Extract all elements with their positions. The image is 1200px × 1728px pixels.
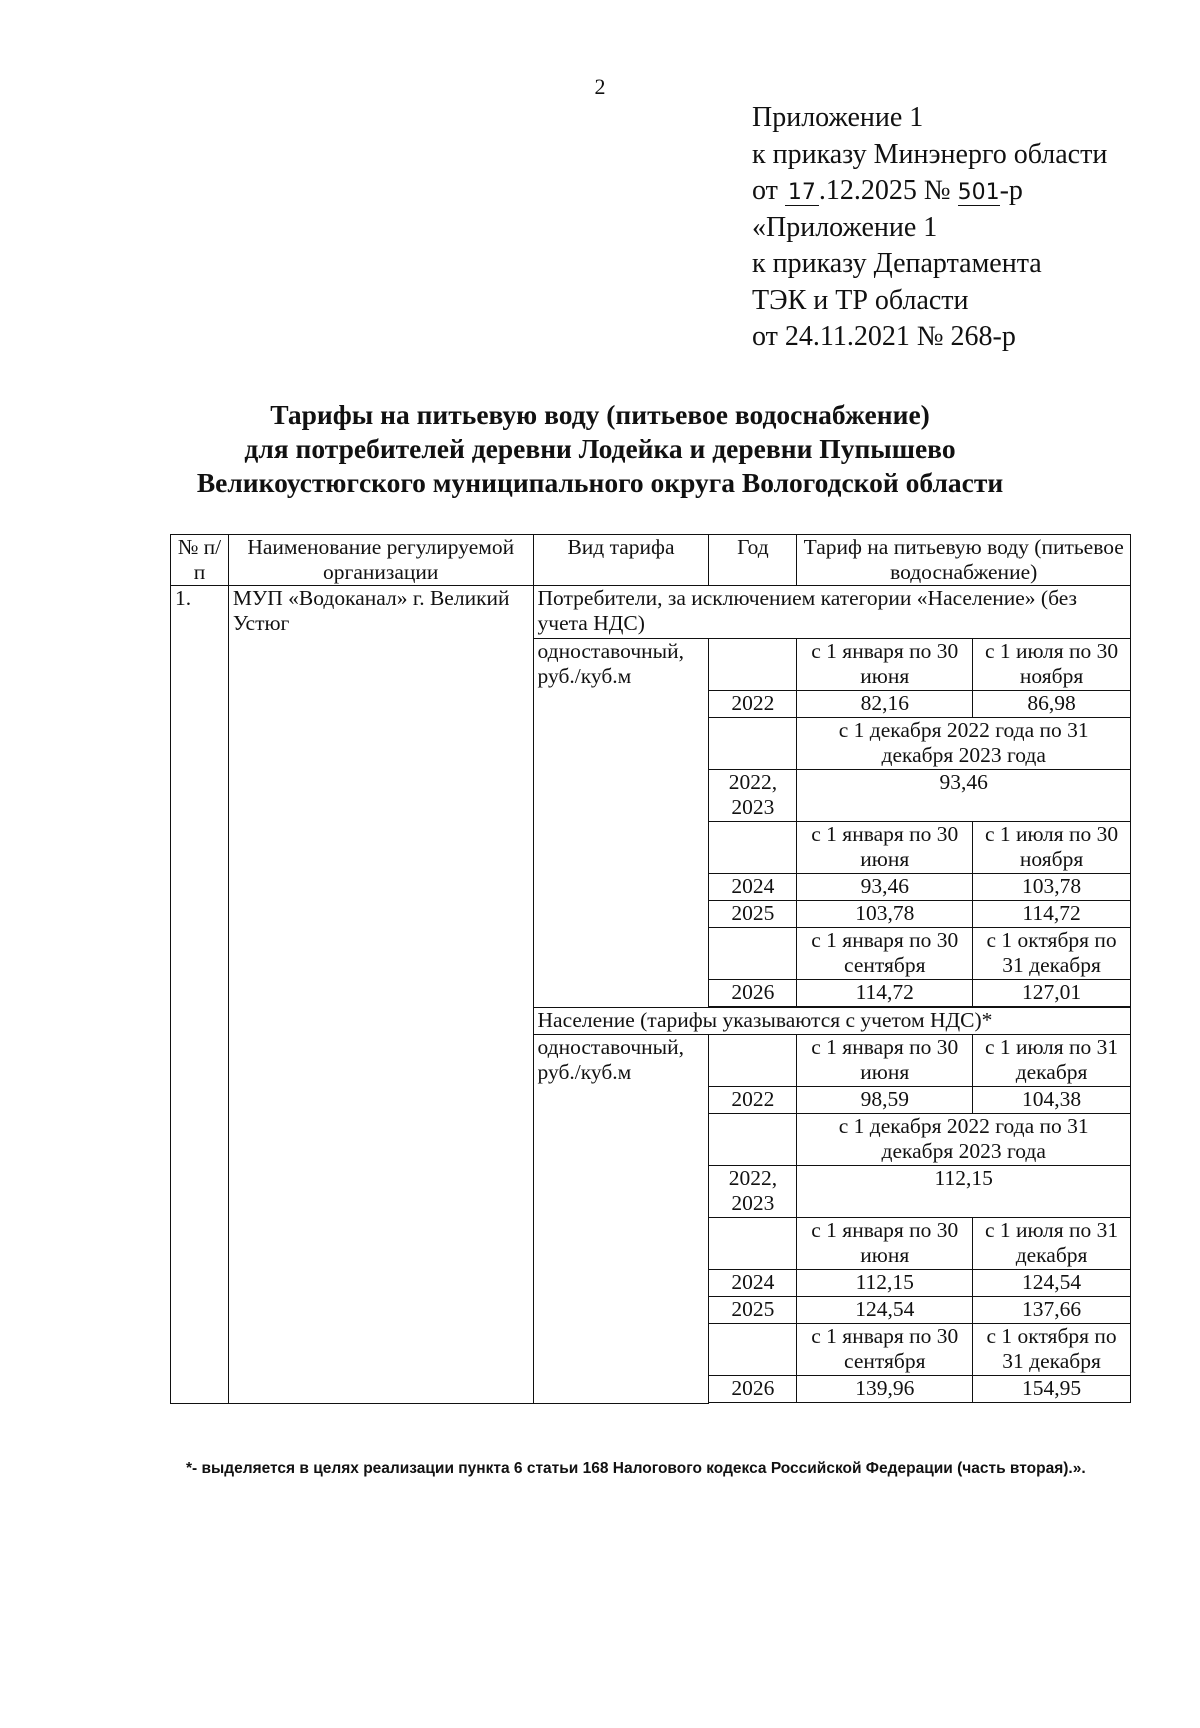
year-cell: 2025 [709, 901, 797, 928]
page-number: 2 [594, 74, 606, 99]
appendix-line: «Приложение 1 [752, 211, 938, 243]
title-line: Великоустюгского муниципального округа Вологодской области [196, 467, 1004, 498]
year-cell: 2026 [709, 1376, 797, 1403]
appendix-line: ТЭК и ТР области [752, 284, 969, 316]
appendix-line: от 24.11.2021 № 268-р [752, 321, 1016, 352]
year-cell: 2024 [709, 1270, 797, 1297]
title-line: для потребителей деревни Лодейка и деревни Пупышево [244, 433, 956, 464]
period-label: с 1 июля по 31 декабря [973, 1035, 1131, 1087]
tariff-value: 98,59 [797, 1087, 973, 1114]
year-cell: 2026 [709, 980, 797, 1007]
year-cell-empty [709, 822, 797, 874]
period-label: с 1 января по 30 июня [797, 1035, 973, 1087]
document-title [0, 398, 1200, 500]
appendix-line: Приложение 1 [752, 102, 924, 133]
period-label: с 1 января по 30 июня [797, 1218, 973, 1270]
tariff-table [170, 534, 1131, 1404]
spacer-cell [709, 1403, 1131, 1404]
tariff-value: 154,95 [973, 1376, 1131, 1403]
appendix-text: -р [999, 175, 1023, 206]
tariff-value: 124,54 [797, 1297, 973, 1324]
period-label: с 1 июля по 30 ноября [973, 639, 1131, 691]
year-cell-empty [709, 928, 797, 980]
tariff-value: 137,66 [973, 1297, 1131, 1324]
tariff-value: 112,15 [797, 1270, 973, 1297]
appendix-order-line [752, 173, 1107, 210]
header-year: Год [709, 535, 797, 586]
tariff-value: 93,46 [797, 874, 973, 901]
year-cell: 2022 [709, 1087, 797, 1114]
year-cell-empty [709, 1035, 797, 1087]
tariff-value: 103,78 [973, 874, 1131, 901]
year-cell: 2022, 2023 [709, 770, 797, 822]
period-label: с 1 января по 30 июня [797, 639, 973, 691]
year-cell: 2025 [709, 1297, 797, 1324]
tariff-value: 93,46 [797, 770, 1131, 822]
appendix-text: от [752, 175, 785, 206]
appendix-text: .12.2025 № [818, 175, 958, 206]
year-cell: 2022, 2023 [709, 1166, 797, 1218]
year-cell-empty [709, 1324, 797, 1376]
tariff-value: 114,72 [973, 901, 1131, 928]
year-cell-empty [709, 718, 797, 770]
tariff-type: одноставочный, руб./куб.м [533, 639, 709, 1008]
period-label: с 1 октября по 31 декабря [973, 928, 1131, 980]
year-cell: 2024 [709, 874, 797, 901]
header-number: № п/п [171, 535, 229, 586]
section-title-row [171, 586, 1131, 639]
year-cell-empty [709, 639, 797, 691]
tariff-value: 112,15 [797, 1166, 1131, 1218]
year-cell-empty [709, 1114, 797, 1166]
organization-name: МУП «Водоканал» г. Великий Устюг [228, 586, 533, 1404]
handwritten-number: 501 [957, 180, 1000, 205]
tariff-value: 127,01 [973, 980, 1131, 1007]
period-label: с 1 декабря 2022 года по 31 декабря 2023 года [797, 718, 1131, 770]
footnote: *- выделяется в целях реализации пункта 6 статьи 168 Налогового кодекса Российской Федерации (часть вторая).». [186, 1460, 1086, 1477]
period-label: с 1 января по 30 сентября [797, 928, 973, 980]
table-header-row [171, 535, 1131, 586]
period-label: с 1 октября по 31 декабря [973, 1324, 1131, 1376]
tariff-value: 82,16 [797, 691, 973, 718]
period-label: с 1 января по 30 сентября [797, 1324, 973, 1376]
appendix-line: к приказу Департамента [752, 248, 1042, 279]
tariff-value: 139,96 [797, 1376, 973, 1403]
title-line: Тарифы на питьевую воду (питьевое водоснабжение) [270, 399, 930, 430]
tariff-value: 86,98 [973, 691, 1131, 718]
row-number: 1. [171, 586, 229, 1404]
period-label: с 1 июля по 30 ноября [973, 822, 1131, 874]
tariff-value: 103,78 [797, 901, 973, 928]
appendix-line: к приказу Минэнерго области [752, 138, 1108, 170]
period-label: с 1 декабря 2022 года по 31 декабря 2023 года [797, 1114, 1131, 1166]
period-label: с 1 января по 30 июня [797, 822, 973, 874]
header-tariff-type: Вид тарифа [533, 535, 709, 586]
tariff-value: 104,38 [973, 1087, 1131, 1114]
section-title: Потребители, за исключением категории «Население» (без учета НДС) [533, 586, 1130, 639]
tariff-value: 124,54 [973, 1270, 1131, 1297]
handwritten-day: 17 [785, 181, 819, 206]
appendix-block [752, 100, 1107, 356]
header-tariff: Тариф на питьевую воду (питьевое водоснабжение) [797, 535, 1131, 586]
tariff-value: 114,72 [797, 980, 973, 1007]
header-organization: Наименование регулируемой организации [228, 535, 533, 586]
section-title: Население (тарифы указываются с учетом НДС)* [533, 1008, 1130, 1035]
period-label: с 1 июля по 31 декабря [973, 1218, 1131, 1270]
year-cell: 2022 [709, 691, 797, 718]
year-cell-empty [709, 1218, 797, 1270]
tariff-type: одноставочный, руб./куб.м [533, 1035, 709, 1404]
